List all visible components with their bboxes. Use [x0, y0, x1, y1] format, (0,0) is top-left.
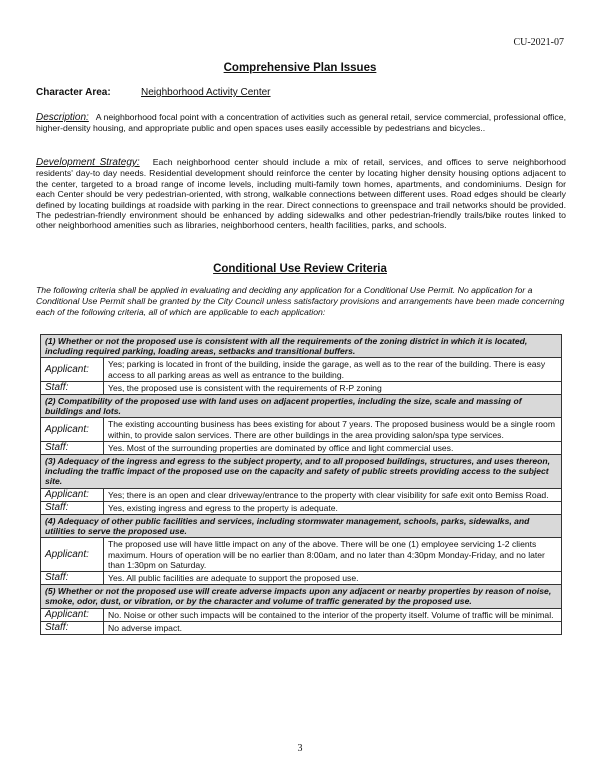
staff-label: Staff: — [41, 441, 104, 454]
strategy-paragraph — [36, 157, 566, 231]
criterion-4-applicant-row — [41, 538, 562, 572]
character-area — [36, 87, 271, 98]
criterion-5-staff-row — [41, 621, 562, 634]
criterion-3-heading-row — [41, 455, 562, 489]
criteria-table — [40, 334, 562, 635]
description-paragraph — [36, 112, 566, 134]
criterion-4-staff: Yes. All public facilities are adequate to support the proposed use. — [104, 572, 562, 585]
description-text: A neighborhood focal point with a concentration of activities such as general retail, service commercial, professional office, higher-density housing, and appropriate public and open spaces uses easily accessible by pedestrians and bicycles.. — [36, 112, 566, 134]
applicant-label: Applicant: — [41, 358, 104, 381]
criterion-2-staff: Yes. Most of the surrounding properties are dominated by office and light commercial uses. — [104, 441, 562, 454]
criterion-2-heading: (2) Compatibility of the proposed use with land uses on adjacent properties, including the size, scale and massing of buildings and lots. — [41, 395, 562, 418]
document-id: CU-2021-07 — [513, 37, 564, 48]
criterion-3-staff-row — [41, 501, 562, 514]
criterion-4-staff-row — [41, 572, 562, 585]
criterion-3-heading: (3) Adequacy of the ingress and egress to the subject property, and to all proposed buildings, structures, and uses thereon, including the traffic impact of the proposed use on the capacity and safety of public streets providing access to the subject site. — [41, 455, 562, 489]
criterion-3-applicant: Yes; there is an open and clear driveway/entrance to the property with clear visibility for safe exit onto Bemiss Road. — [104, 488, 562, 501]
criterion-4-applicant: The proposed use will have little impact on any of the above. There will be one (1) employee servicing 1-2 clients maximum. Hours of operation will be no earlier than 8:00am, and no later than 4:30pm Monday-Friday, and no later than 1:30pm on Saturday. — [104, 538, 562, 572]
criterion-5-heading: (5) Whether or not the proposed use will create adverse impacts upon any adjacent or nearby properties by reason of noise, smoke, odor, dust, or vibration, or by the character and volume of traffic generated by the proposed use. — [41, 585, 562, 608]
criterion-4-heading-row — [41, 515, 562, 538]
criterion-4-heading: (4) Adequacy of other public facilities and services, including stormwater management, schools, parks, sidewalks, and utilities to serve the proposed use. — [41, 515, 562, 538]
criterion-1-applicant-row — [41, 358, 562, 381]
criterion-5-applicant: No. Noise or other such impacts will be contained to the interior of the property itself. Volume of traffic will be minimal. — [104, 608, 562, 621]
review-criteria-title: Conditional Use Review Criteria — [213, 263, 387, 275]
strategy-label: Development Strategy: — [36, 157, 140, 168]
criterion-2-applicant: The existing accounting business has bees existing for about 7 years. The proposed business would be a single room within, to provide salon services. There are other buildings in the area providing salon/spa type services. — [104, 418, 562, 441]
criterion-2-applicant-row — [41, 418, 562, 441]
applicant-label: Applicant: — [41, 488, 104, 501]
staff-label: Staff: — [41, 572, 104, 585]
criterion-1-staff: Yes, the proposed use is consistent with the requirements of R-P zoning — [104, 381, 562, 394]
criterion-1-heading: (1) Whether or not the proposed use is consistent with all the requirements of the zoning district in which it is located, including required parking, loading areas, setbacks and transitional buffers. — [41, 335, 562, 358]
criterion-5-applicant-row — [41, 608, 562, 621]
criterion-2-staff-row — [41, 441, 562, 454]
page-number: 3 — [297, 743, 303, 754]
applicant-label: Applicant: — [41, 418, 104, 441]
criterion-1-applicant: Yes; parking is located in front of the building, inside the garage, as well as to the rear of the building. There is easy access to all parking areas as well as entrance to the building. — [104, 358, 562, 381]
criterion-2-heading-row — [41, 395, 562, 418]
description-label: Description: — [36, 112, 89, 123]
criterion-3-applicant-row — [41, 488, 562, 501]
criterion-5-heading-row — [41, 585, 562, 608]
criterion-1-heading-row — [41, 335, 562, 358]
applicant-label: Applicant: — [41, 538, 104, 572]
applicant-label: Applicant: — [41, 608, 104, 621]
staff-label: Staff: — [41, 501, 104, 514]
review-intro: The following criteria shall be applied in evaluating and deciding any application for a Conditional Use Permit. No application for a Conditional Use Permit shall be granted by the City Council unless satisfactory provisions and arrangements have been made concerning each of the following criteria, all of which are applicable to each application: — [36, 285, 565, 317]
page-title: Comprehensive Plan Issues — [223, 62, 377, 74]
character-area-value: Neighborhood Activity Center — [141, 87, 271, 98]
criterion-3-staff: Yes, existing ingress and egress to the property is adequate. — [104, 501, 562, 514]
staff-label: Staff: — [41, 381, 104, 394]
strategy-text: Each neighborhood center should include a mix of retail, services, and offices to serve neighborhood residents' day-to day needs. Residential development should reinforce the center by locating higher density housing options adjacent to the center, targeted to a broad range of income levels, including multi-family town homes, apartments, and condominiums. Design for each Center should be very pedestrian-oriented, with strong, walkable connections between different uses. Road edges should be clearly defined by locating buildings at roadside with parking in the rear. Direct connections to greenspace and trail networks should be provided. The pedestrian-friendly environment should be enhanced by adding sidewalks and other pedestrian-friendly trails/bike routes linked to other neighborhood amenities such as libraries, neighborhood centers, health facilities, parks, and schools. — [36, 157, 567, 231]
staff-label: Staff: — [41, 621, 104, 634]
criterion-5-staff: No adverse impact. — [104, 621, 562, 634]
character-area-label: Character Area: — [36, 87, 111, 98]
criterion-1-staff-row — [41, 381, 562, 394]
